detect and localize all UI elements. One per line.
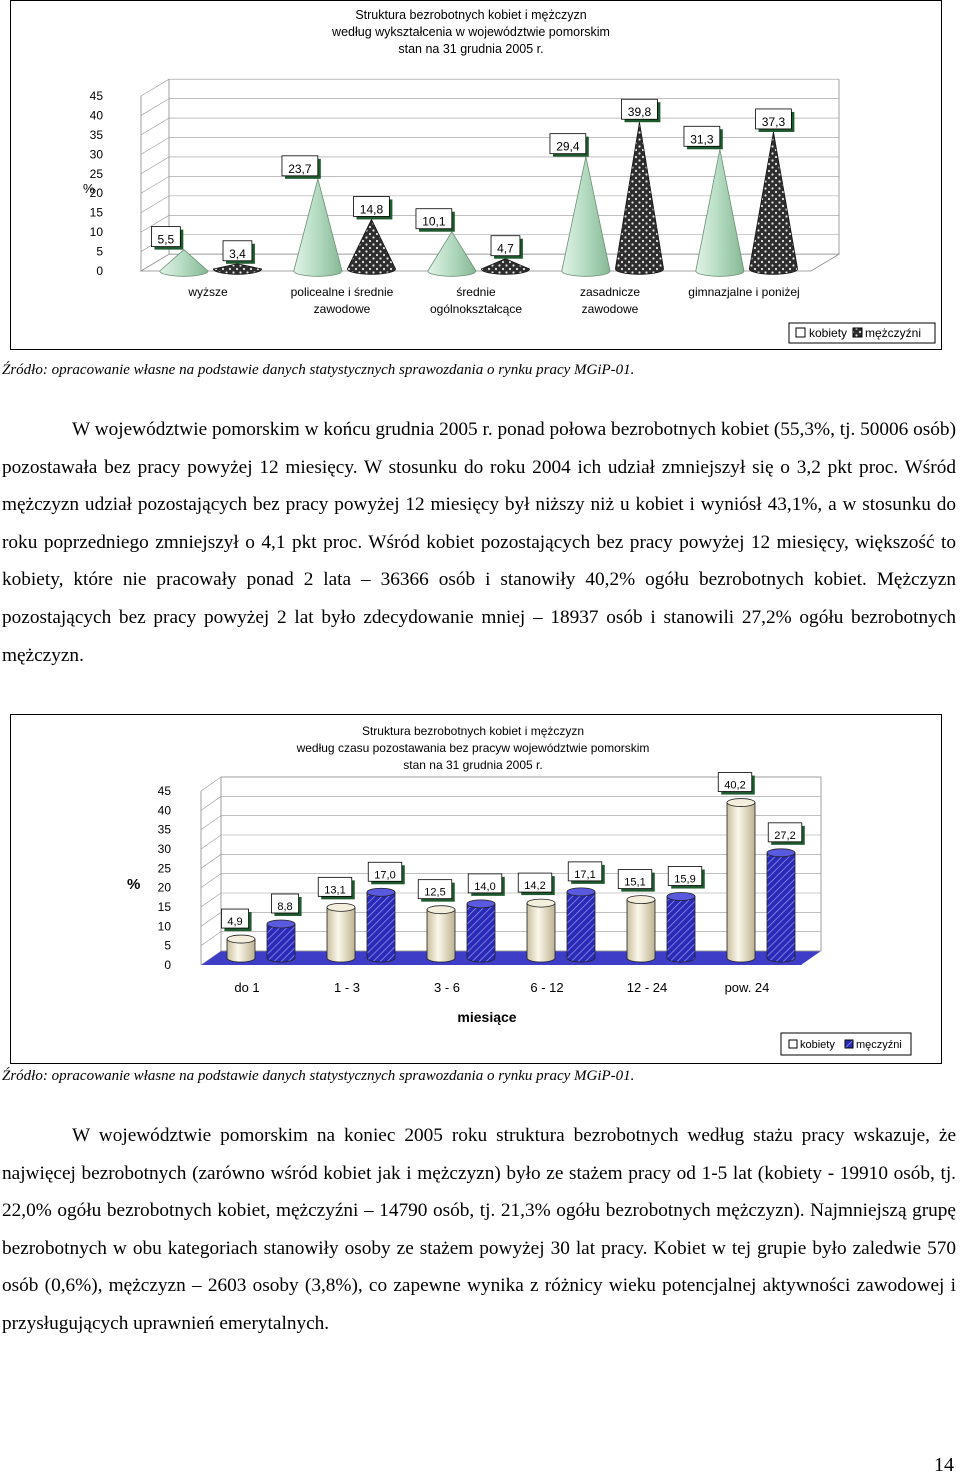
cylinder-mezczyzni [767,849,795,962]
chart2-title-line-2: według czasu pozostawania bez pracyw województwie pomorskim [296,741,650,755]
svg-text:14,2: 14,2 [524,880,546,893]
cylinder-kobiety [227,935,255,962]
cone-mezczyzni [615,122,663,274]
source-note-2: Źródło: opracowanie własne na podstawie danych statystycznych sprawozdania o rynku pracy MGiP-01. [2,1068,635,1084]
chart1-cones [151,99,797,276]
svg-text:3,4: 3,4 [229,246,246,261]
data-label-mezczyzni [223,241,255,264]
data-label-kobiety [416,209,455,232]
cone-kobiety [696,149,744,276]
cylinder-kobiety [427,906,455,962]
chart2-x-label: 1 - 3 [333,980,361,995]
chart2-x-label: do 1 [234,980,260,995]
chart1-title-line-3: stan na 31 grudnia 2005 r. [398,42,544,56]
chart2-y-tick-label: 20 [157,880,171,895]
chart2-y-tick-label: 0 [164,958,171,972]
chart1-gridline [141,138,839,155]
chart2-title-line-1: Struktura bezrobotnych kobiet i mężczyzn [361,724,585,738]
chart1-y-tick-label: 5 [96,244,103,259]
svg-text:23,7: 23,7 [288,161,312,176]
svg-text:17,0: 17,0 [374,869,396,882]
chart1-x-label: średnie [456,285,496,299]
chart2-y-tick-label: 10 [157,919,171,934]
chart2-y-tick-label: 5 [164,938,171,953]
data-label-kobiety [518,873,555,895]
cylinder-mezczyzni [467,900,495,962]
chart1-y-tick-label: 10 [89,225,103,240]
chart1-gridline [141,79,839,96]
chart1-x-label: policealne i średnie [290,285,394,299]
legend-label-mezczyzni: mężczyźni [865,326,922,340]
chart2-y-tick-label: 45 [157,784,171,798]
data-label-kobiety [718,773,755,795]
svg-text:14,8: 14,8 [359,202,384,217]
chart2-y-tick-label: 30 [157,842,171,856]
svg-text:39,8: 39,8 [627,105,652,120]
cylinder-mezczyzni [267,920,295,962]
svg-text:4,7: 4,7 [497,241,514,256]
svg-text:8,8: 8,8 [277,900,293,913]
svg-text:5,5: 5,5 [157,232,175,247]
chart2-y-tick-label: 15 [157,900,171,914]
chart1-y-tick-label: 45 [89,89,103,103]
svg-text:10,1: 10,1 [422,214,446,229]
chart2-x-labels [234,980,769,995]
legend-swatch-mezczyzni [853,328,862,337]
legend-swatch-mezczyzni [845,1040,853,1048]
data-label-mezczyzni [271,894,301,916]
chart2-y-ticks [158,784,172,972]
chart1-x-label: wyższe [188,285,228,299]
chart2-y-tick-label: 40 [157,803,171,818]
legend-swatch-kobiety [796,328,805,337]
chart1-x-label: zasadnicze [579,285,641,299]
svg-text:15,9: 15,9 [674,873,696,886]
cylinder-kobiety [327,903,355,962]
data-label-kobiety [221,909,251,931]
chart2-legend [781,1033,911,1055]
data-label-mezczyzni [668,867,705,889]
duration-chart [10,714,942,1064]
paragraph-2 [2,1117,956,1343]
data-label-mezczyzni [756,109,795,132]
chart1-y-tick-label: 40 [89,108,103,123]
data-label-mezczyzni [354,196,393,219]
svg-text:27,2: 27,2 [774,829,796,842]
chart2-title-line-3: stan na 31 grudnia 2005 r. [403,758,543,772]
education-chart [10,0,942,350]
svg-text:37,3: 37,3 [761,114,786,129]
chart1-x-label: ogólnokształcące [429,302,523,316]
cylinder-kobiety [627,896,655,962]
svg-text:14,0: 14,0 [474,880,496,893]
chart1-gridline [141,196,839,213]
cylinder-kobiety [727,799,755,962]
data-label-mezczyzni [368,862,405,884]
legend-label-kobiety: kobiety [800,1039,835,1051]
cone-mezczyzni [749,132,797,274]
chart1-gridline [141,99,839,116]
chart1-y-tick-label: 25 [89,166,103,181]
chart1-x-label: zawodowe [581,302,639,316]
chart1-gridline [141,176,839,193]
chart1-title-line-2: według wykształcenia w województwie pomorskim [332,25,610,39]
chart1-y-tick-label: 35 [89,127,103,142]
cylinder-mezczyzni [367,888,395,962]
chart2-y-unit: % [127,876,141,893]
legend-label-mezczyzni: męczyźni [856,1039,902,1051]
svg-text:40,2: 40,2 [724,779,746,792]
chart1-y-tick-label: 15 [89,205,103,220]
chart2-x-label: 6 - 12 [530,980,564,995]
data-label-kobiety [550,134,589,157]
chart1-y-unit: % [83,181,95,196]
chart2-x-label: 12 - 24 [626,980,668,995]
cylinder-kobiety [527,899,555,962]
chart1-legend [789,323,935,343]
paragraph-2-text: W województwie pomorskim na koniec 2005 roku struktura bezrobotnych według stażu pracy wskazuje, że najwięcej bezrobotnych (zarówno wśród kobiet jak i mężczyzn) było ze stażem pracy od 1-5 lat (kobiety - 19910 osób, tj. 22,0% ogółu bezrobotnych kobiet, mężczyźni – 14790 osób, tj. 21,3% ogółu bezrobotnych mężczyzn). Najmniejszą grupę bezrobotnych w obu kategoriach stanowiły osoby ze stażem powyżej 30 lat pracy. Kobiet w tej grupie było zaledwie 570 osób (0,6%), mężczyzn – 2603 osoby (3,8%), co zapewne wynika z różnicy wieku potencjalnej aktywności zawodowej i przysługujących uprawnień emerytalnych. [2,1125,956,1334]
cone-mezczyzni [347,219,395,274]
legend-swatch-kobiety [789,1040,797,1048]
education-chart-plot [11,1,941,349]
chart1-y-tick-label: 30 [89,147,103,162]
cylinder-mezczyzni [667,893,695,962]
chart1-x-labels [187,285,799,316]
svg-text:17,1: 17,1 [574,868,596,881]
svg-text:29,4: 29,4 [556,139,580,154]
chart1-y-tick-label: 0 [96,264,103,278]
svg-text:12,5: 12,5 [424,886,446,899]
duration-chart-plot [11,715,941,1063]
paragraph-1-text: W województwie pomorskim w końcu grudnia 2005 r. ponad połowa bezrobotnych kobiet (55,3%, tj. 50006 osób) pozostawała bez pracy powyżej 12 miesięcy. W stosunku do roku 2004 ich udział zmniejszył się o 3,2 pkt proc. Wśród mężczyzn udział pozostających bez pracy powyżej 12 miesięcy był niższy niż u kobiet i wyniósł 43,1%, a w stosunku do roku poprzedniego zmniejszył o 4,1 pkt proc. Wśród kobiet pozostających bez pracy powyżej 12 miesięcy, większość to kobiety, które nie pracowały ponad 2 lata – 36366 osób i stanowiły 40,2% ogółu bezrobotnych kobiet. Mężczyzn pozostających bez pracy powyżej 2 lat było zdecydowanie mniej – 18937 osób i stanowili 27,2% ogółu bezrobotnych mężczyzn. [2,419,956,666]
chart2-y-tick-label: 35 [157,822,171,837]
data-label-mezczyzni [468,874,505,896]
data-label-mezczyzni [622,99,661,122]
data-label-kobiety [151,227,183,250]
data-label-mezczyzni [491,236,523,259]
data-label-kobiety [618,870,655,892]
chart1-x-label: zawodowe [313,302,371,316]
data-label-mezczyzni [568,862,605,884]
chart2-x-label: 3 - 6 [433,980,461,995]
svg-text:15,1: 15,1 [624,876,646,889]
paragraph-1 [2,411,956,674]
data-label-kobiety [418,880,455,902]
cone-kobiety [294,179,342,276]
svg-text:13,1: 13,1 [324,884,346,897]
svg-text:4,9: 4,9 [227,916,243,929]
data-label-kobiety [282,156,321,179]
data-label-kobiety [318,877,355,899]
svg-text:31,3: 31,3 [690,132,714,147]
data-label-mezczyzni [768,823,805,845]
chart2-x-label: pow. 24 [724,980,770,995]
cylinder-mezczyzni [567,888,595,962]
chart1-gridline [141,118,839,135]
legend-label-kobiety: kobiety [809,326,848,340]
chart2-y-tick-label: 25 [157,861,171,876]
chart1-x-label: gimnazjalne i poniżej [688,285,800,299]
source-note-1: Źródło: opracowanie własne na podstawie danych statystycznych sprawozdania o rynku pracy MGiP-01. [2,362,635,378]
page-number: 14 [934,1454,954,1476]
chart2-x-axis-title: miesiące [457,1009,517,1025]
chart1-y-tick-label: 20 [89,186,103,201]
chart1-title-line-1: Struktura bezrobotnych kobiet i mężczyzn [355,8,587,22]
cone-kobiety [562,157,610,277]
data-label-kobiety [684,126,723,149]
chart1-gridline [141,157,839,174]
